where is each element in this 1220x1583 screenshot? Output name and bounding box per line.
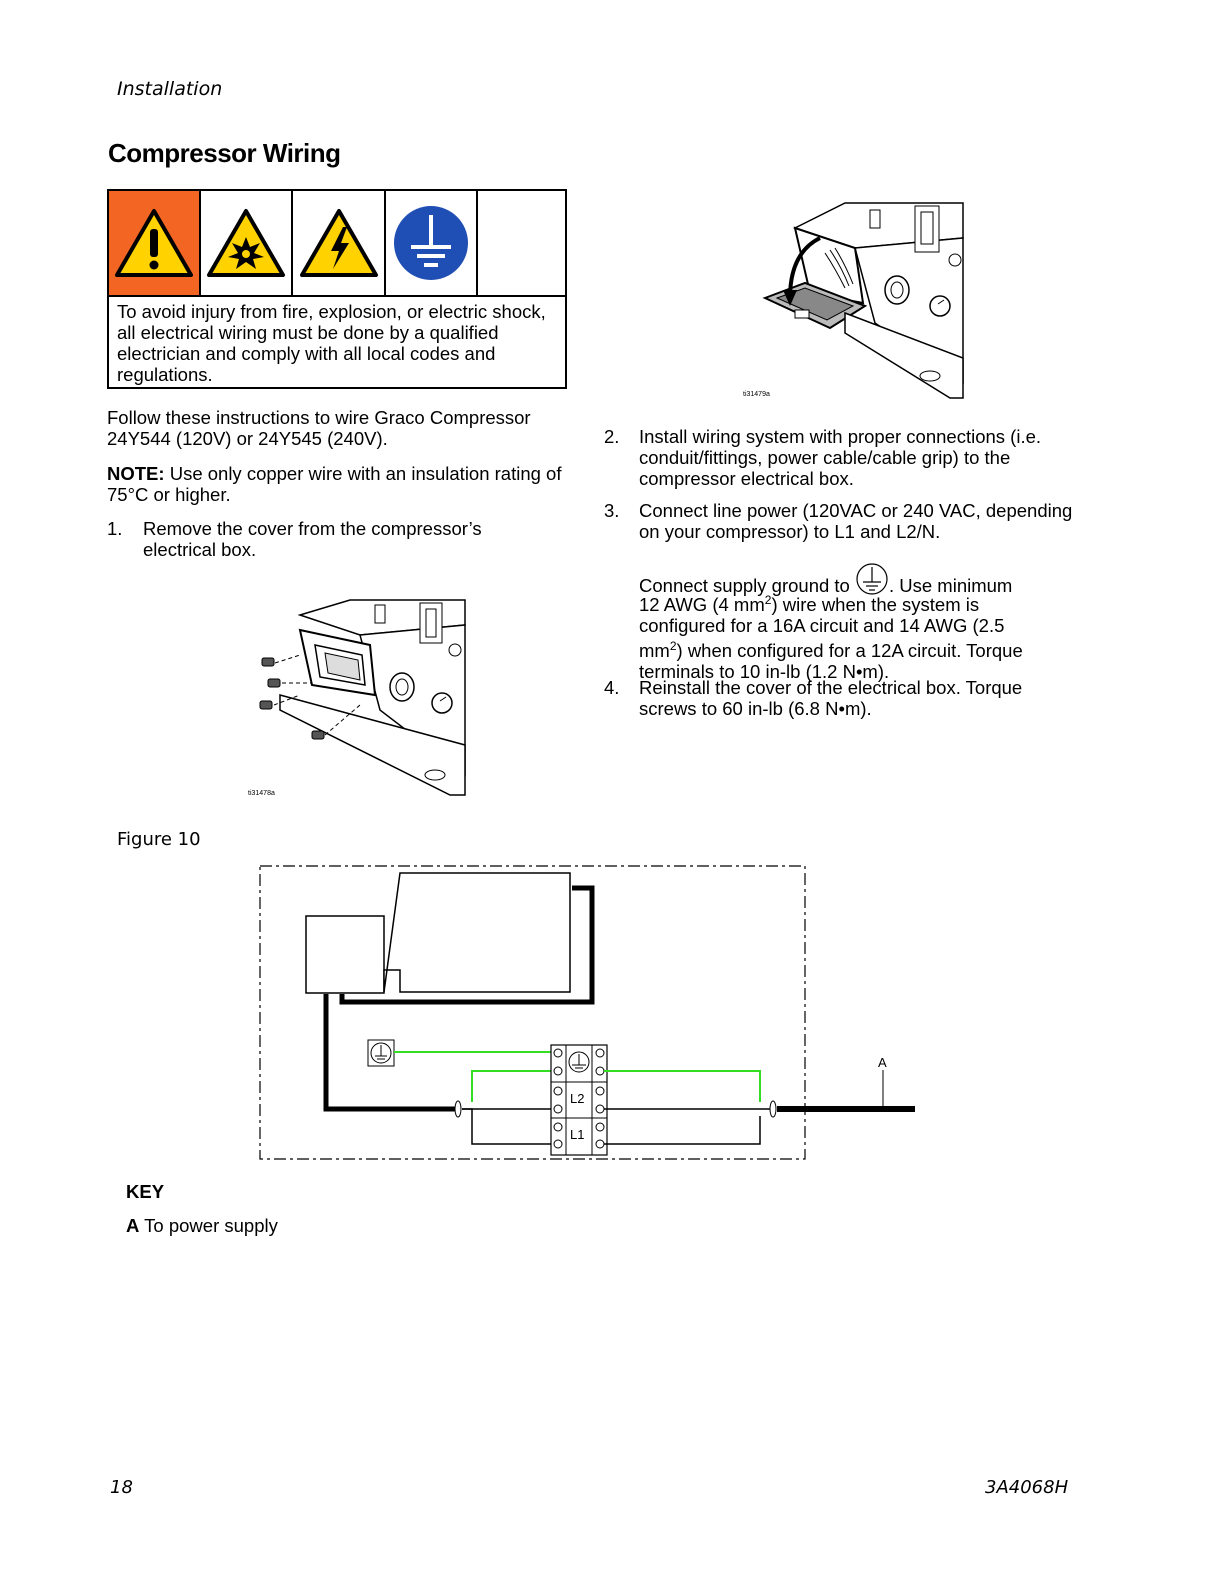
warning-box bbox=[107, 189, 567, 389]
page-number: 18 bbox=[110, 1477, 133, 1498]
motor-junction-box bbox=[306, 916, 384, 993]
intro-paragraph: Follow these instructions to wire Graco Compressor 24Y544 (120V) or 24Y545 (240V). bbox=[107, 407, 531, 449]
remove-cover-illustration bbox=[240, 595, 470, 805]
document-number: 3A4068H bbox=[985, 1477, 1069, 1498]
step-text: Remove the cover from the compressor’s electrical box. bbox=[143, 518, 482, 560]
figure-caption: Figure 10 bbox=[117, 829, 201, 850]
step-2 bbox=[604, 426, 1074, 490]
step-number: 1. bbox=[107, 518, 123, 539]
ground-wire-supply-side bbox=[604, 1071, 760, 1102]
step-text: Connect line power (120VAC or 240 VAC, depending on your compressor) to L1 and L2/N. bbox=[639, 500, 1073, 542]
section-label: Installation bbox=[117, 78, 223, 100]
warning-icon-row bbox=[109, 191, 565, 297]
page-title: Compressor Wiring bbox=[108, 138, 341, 168]
wiring-diagram bbox=[250, 858, 930, 1168]
figure-id: ti31478a bbox=[248, 790, 275, 797]
note-label: NOTE: bbox=[107, 463, 165, 484]
key-item bbox=[126, 1215, 278, 1237]
note-text: Use only copper wire with an insulation rating of 75°C or higher. bbox=[107, 463, 562, 505]
step-text: Reinstall the cover of the electrical box. Torque screws to 60 in-lb (6.8 N•m). bbox=[639, 677, 1023, 719]
step-number: 4. bbox=[604, 677, 620, 698]
step-3 bbox=[604, 500, 1074, 683]
key-title: KEY bbox=[126, 1181, 165, 1202]
terminal-label-l2: L2 bbox=[570, 1091, 585, 1106]
warning-text: To avoid injury from fire, explosion, or electric shock, all electrical wiring must be done by a qualified electrician and comply with all local codes and regulations. bbox=[117, 301, 546, 385]
step-number: 3. bbox=[604, 500, 620, 521]
terminal-block bbox=[551, 1045, 607, 1155]
empty-icon-cell bbox=[478, 191, 565, 295]
terminal-label-l1: L1 bbox=[570, 1127, 585, 1142]
ground-wire-l2 bbox=[472, 1071, 553, 1102]
step-3-wire-text: 12 AWG (4 $mm^2$) wire when the system is configured for a 16A circuit and 14 AWG (2.5 $mm^2$) when configured for a 12A circuit. Torque terminals to 10 in-lb (1.2 N•m). bbox=[639, 593, 1023, 683]
note-paragraph bbox=[107, 463, 572, 505]
key-letter: A bbox=[126, 1215, 140, 1236]
figure-id: ti31479a bbox=[743, 391, 770, 398]
callout-a: A bbox=[878, 1055, 887, 1070]
step-1 bbox=[107, 518, 547, 562]
wiring-box-illustration bbox=[735, 198, 970, 403]
ground-icon bbox=[386, 191, 478, 295]
step-number: 2. bbox=[604, 426, 620, 447]
explosion-hazard-icon bbox=[201, 191, 293, 295]
general-warning-icon bbox=[109, 191, 201, 295]
electric-shock-icon bbox=[293, 191, 386, 295]
compressor-body bbox=[384, 873, 570, 992]
key-text: To power supply bbox=[139, 1215, 278, 1236]
step-4 bbox=[604, 677, 1074, 721]
step-text: Install wiring system with proper connections (i.e. conduit/fittings, power cable/cable grip) to the compressor electrical box. bbox=[639, 426, 1042, 489]
step-3-ground-text: Connect supply ground to . Use minimum bbox=[639, 562, 1074, 596]
